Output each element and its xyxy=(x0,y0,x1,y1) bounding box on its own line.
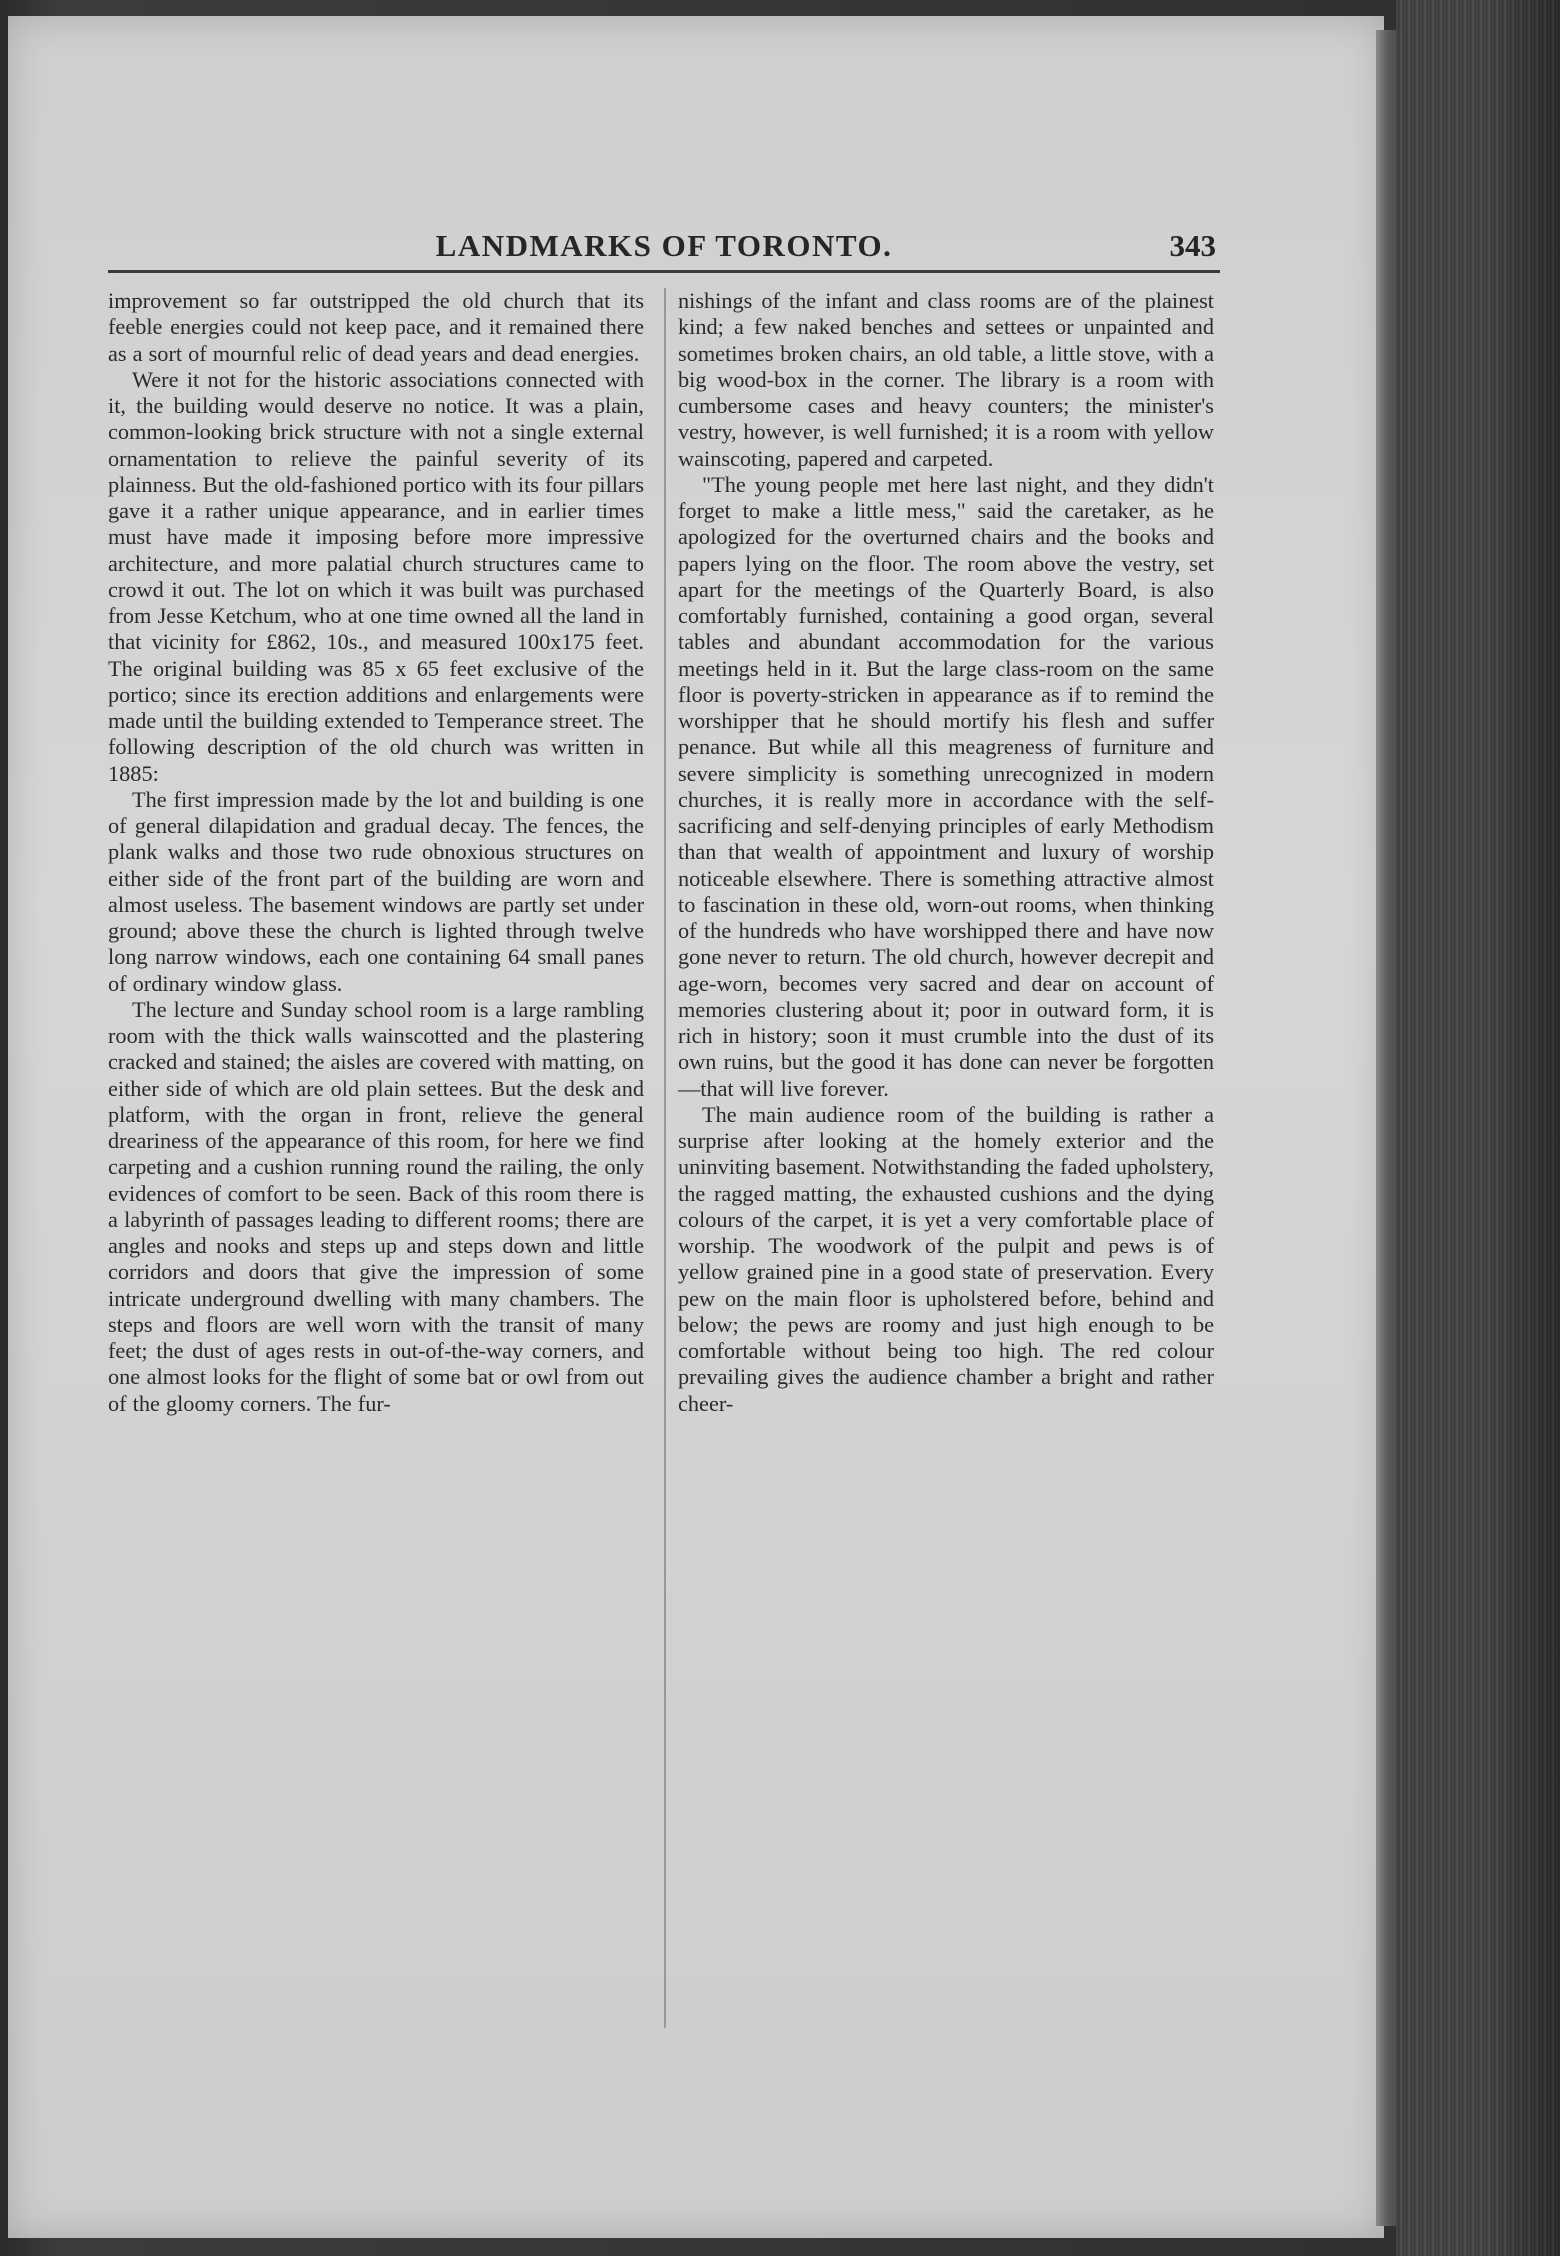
paragraph: improvement so far outstripped the old church that its feeble energies could not keep pace, and it remained there as a sort of mournful relic of dead years and dead energies. xyxy=(108,288,644,366)
paragraph: The main audience room of the building is rather a surprise after looking at the homely exterior and the uninviting basement. Notwithstanding the faded upholstery, the ragged matting, the exhausted cushions and the dying colours of the carpet, it is yet a very comfortable place of worship. The woodwork of the pulpit and pews is of yellow grained pine in a good state of preservation. Every pew on the main floor is upholstered before, behind and below; the pews are roomy and just high enough to be comfortable without being too high. The red colour prevailing gives the audience chamber a bright and rather cheer- xyxy=(678,1101,1214,1416)
paragraph: "The young people met here last night, and they didn't forget to make a little mess," said the caretaker, as he apologized for the overturned chairs and the books and papers lying on the floor. The room above the vestry, set apart for the meetings of the Quarterly Board, is also comfortably furnished, containing a good organ, several tables and abundant accommodation for the various meetings held in it. But the large class-room on the same floor is poverty-stricken in appearance as if to remind the worshipper that he should mortify his flesh and suffer penance. But while all this meagreness of furniture and severe simplicity is something unrecognized in modern churches, it is really more in accordance with the self-sacrificing and self-denying principles of early Methodism than that wealth of appointment and luxury of worship noticeable elsewhere. There is something attractive almost to fascination in these old, worn-out rooms, when thinking of the hundreds who have worshipped there and have now gone never to return. The old church, however decrepit and age-worn, becomes very sacred and dear on account of memories clustering about it; poor in outward form, it is rich in history; soon it must crumble into the dust of its own ruins, but the good it has done can never be forgotten—that will live forever. xyxy=(678,471,1214,1101)
spine-shadow xyxy=(1490,0,1560,2256)
left-column xyxy=(108,288,644,1417)
paragraph: Were it not for the historic associations connected with it, the building would deserve no notice. It was a plain, common-looking brick structure with not a single external ornamentation to relieve the painful severity of its plainness. But the old-fashioned portico with its four pillars gave it a rather unique appearance, and in earlier times must have made it imposing before more impressive architecture, and more palatial church structures came to crowd it out. The lot on which it was built was purchased from Jesse Ketchum, who at one time owned all the land in that vicinity for £862, 10s., and measured 100x175 feet. The original building was 85 x 65 feet exclusive of the portico; since its erection additions and enlargements were made until the building extended to Temperance street. The following description of the old church was written in 1885: xyxy=(108,366,644,786)
column-divider xyxy=(664,288,666,2028)
paragraph: The lecture and Sunday school room is a large rambling room with the thick walls wainscotted and the plastering cracked and stained; the aisles are covered with matting, on either side of which are old plain settees. But the desk and platform, with the organ in front, relieve the general dreariness of the appearance of this room, for here we find carpeting and a cushion running round the railing, the only evidences of comfort to be seen. Back of this room there is a labyrinth of passages leading to different rooms; there are angles and nooks and steps up and steps down and little corridors and doors that give the impression of some intricate underground dwelling with many chambers. The steps and floors are well worn with the transit of many feet; the dust of ages rests in out-of-the-way corners, and one almost looks for the flight of some bat or owl from out of the gloomy corners. The fur- xyxy=(108,996,644,1416)
page-header xyxy=(108,228,1220,273)
running-title: LANDMARKS OF TORONTO. xyxy=(435,228,893,263)
page-number: 343 xyxy=(1169,228,1216,263)
right-column xyxy=(678,288,1214,1417)
paragraph: The first impression made by the lot and building is one of general dilapidation and gradual decay. The fences, the plank walks and those two rude obnoxious structures on either side of the front part of the building are worn and almost useless. The basement windows are partly set under ground; above these the church is lighted through twelve long narrow windows, each one containing 64 small panes of ordinary window glass. xyxy=(108,786,644,996)
paragraph: nishings of the infant and class rooms are of the plainest kind; a few naked benches and settees or unpainted and sometimes broken chairs, an old table, a little stove, with a big wood-box in the corner. The library is a room with cumbersome cases and heavy counters; the minister's vestry, however, is well furnished; it is a room with yellow wainscoting, papered and carpeted. xyxy=(678,288,1214,471)
book-page xyxy=(8,16,1384,2238)
